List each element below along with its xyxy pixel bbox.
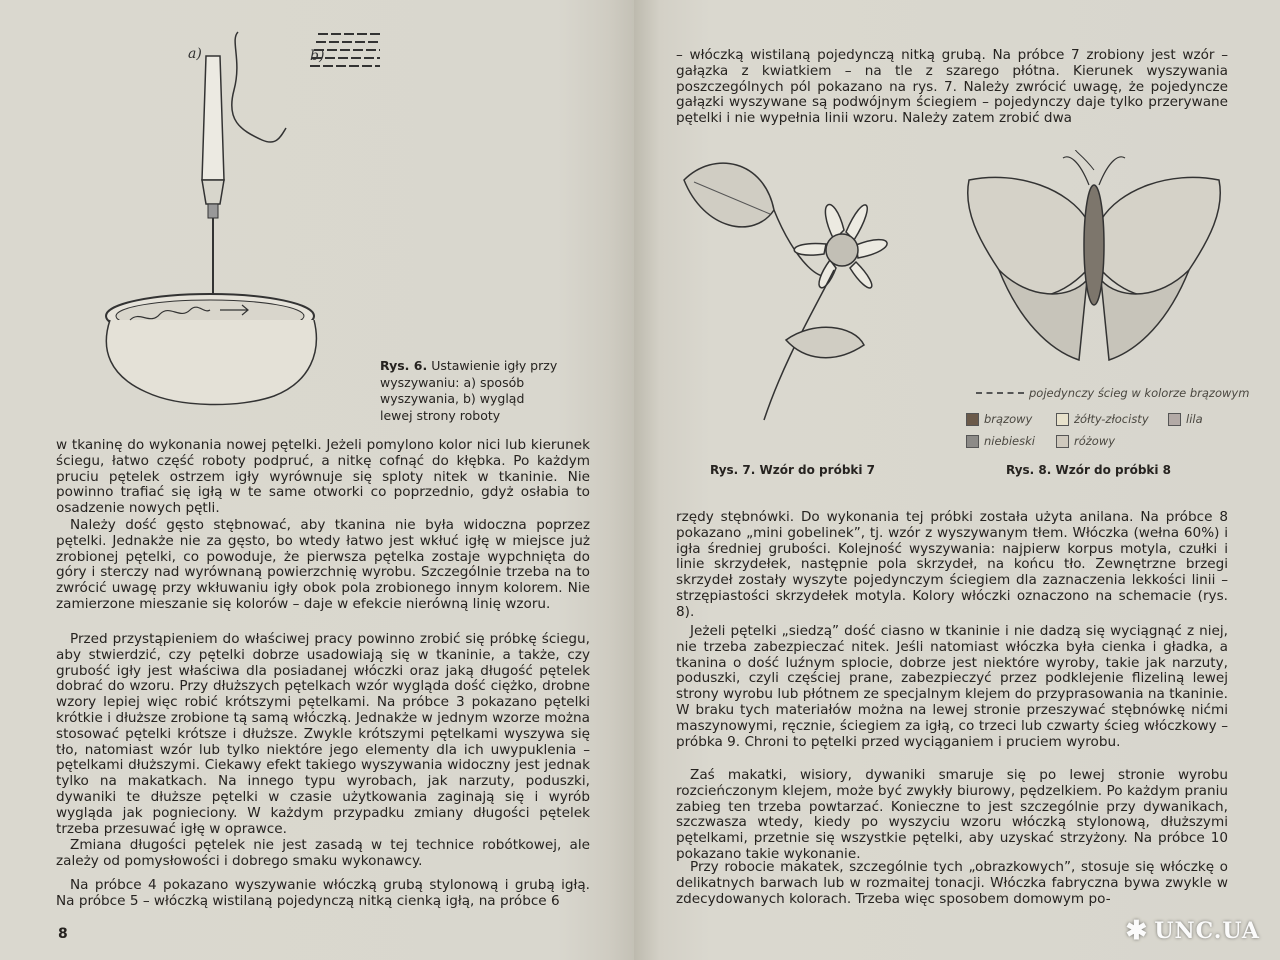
- legend-item-lilac: [1168, 412, 1203, 426]
- figure-label-a: a): [188, 46, 202, 62]
- legend-label: lila: [1186, 412, 1203, 426]
- legend-line: [976, 386, 1249, 400]
- right-paragraph-2: Jeżeli pętelki „siedzą” dość ciasno w tkaninie i nie dadzą się wyciągnąć z niej, nie trzeba zabezpieczać nitek. Jeśli natomiast włóczka była cienka i gładka, a tkanina o dość luźnym splocie, dobrze jest niektóre wyroby, takie jak narzuty, poduszki, czyli częściej prane, zabezpieczyć przez podklejenie flizeliną lewej strony wyrobu lub płótnem ze specjalnym klejem do przyprasowania na tkaninie. W braku tych materiałów można na lewej stronie przeszywać stębnówkę nićmi maszynowymi, ręcznie, ściegiem za igłą, co trzeci lub czwarty ścieg włóczkowy – próbka 9. Chroni to pętelki przed wyciąganiem i pruciem wyrobu.: [676, 623, 1228, 750]
- legend-label: różowy: [1074, 434, 1116, 448]
- watermark-text: UNC.UA: [1154, 918, 1260, 944]
- embroidery-needle-illustration: [90, 20, 380, 420]
- right-page: [634, 0, 1280, 960]
- legend-item-blue: [966, 434, 1035, 448]
- butterfly-pattern-illustration: [959, 150, 1229, 380]
- figure-7-caption: Rys. 7. Wzór do próbki 7: [710, 463, 876, 477]
- right-paragraph-3: Zaś makatki, wisiory, dywaniki smaruje się po lewej stronie wyrobu rozcieńczonym klejem, może być zwykły biurowy, pędzelkiem. Po każdym praniu zabieg ten trzeba powtarzać. Konieczne to jest szczególnie przy dywanikach, szczwasza wtedy, kiedy po wyszyciu wzoru włóczką stylonową, dłuższymi pętelkami, przetnie się wszystkie pętelki, aby uzyskać strzyżony. Na próbce 10 pokazano takie wykonanie.: [676, 767, 1228, 862]
- top-paragraph: – włóczką wistilaną pojedynczą nitką grubą. Na próbce 7 zrobiony jest wzór – gałązka z kwiatkiem – na tle z szarego płótna. Kierunek wyszywania poszczególnych pól pokazano na rys. 7. Należy zwrócić uwagę, że pojedyncze gałązki wyszywane są podwójnym ściegiem – pojedynczy daje tylko przerywane pętelki i nie wypełnia linii wzoru. Należy zatem zrobić dwa: [676, 47, 1228, 127]
- watermark-star-icon: ✱: [1125, 916, 1149, 946]
- body-paragraph-2: Należy dość gęsto stębnować, aby tkanina nie była widoczna poprzez pętelki. Jednakże nie za gęsto, bo wtedy łatwo jest wkłuć igłę w miejsce już zrobionej pętelki, co powoduje, że pierwsza pętelka zostaje wypchnięta do góry i sterczy nad wyrównaną powierzchnię wyrobu. Szczególnie trzeba na to zwrócić uwagę przy wkłuwaniu igły obok pola zrobionego innym kolorem. Nie zamierzone mieszanie się kolorów – daje w efekcie nierówną linię wzoru.: [56, 517, 590, 612]
- legend-line-label: pojedynczy ścieg w kolorze brązowym: [1029, 386, 1250, 400]
- left-page: [0, 0, 634, 960]
- legend-label: żółty-złocisty: [1074, 412, 1149, 426]
- caption-label: Rys. 6.: [380, 358, 428, 373]
- flower-pattern-illustration: [674, 150, 924, 440]
- caption-text: Ustawienie igły przy wyszywaniu: a) sposób wyszywania, b) wygląd lewej strony roboty: [380, 358, 558, 423]
- page-number: 8: [58, 926, 68, 942]
- right-paragraph-1: rzędy stębnówki. Do wykonania tej próbki została użyta anilana. Na próbce 8 pokazano „mini gobelinek”, tj. wzór z wyszywanym tłem. Włóczka (wełna 60%) i igła średniej grubości. Kolejność wyszywania: najpierw korpus motyla, czułki i linie skrzydełek, następnie pola skrzydeł, na końcu tło. Zewnętrzne brzegi skrzydeł zostały wyszyte pojedynczym ściegiem dla zaznaczenia lekkości linii – strzępiastości skrzydełek motyla. Kolory włóczki oznaczono na schemacie (rys. 8).: [676, 509, 1228, 620]
- legend-label: niebieski: [984, 434, 1035, 448]
- figure-8-caption: Rys. 8. Wzór do próbki 8: [1006, 463, 1172, 477]
- legend-item-brown: [966, 412, 1032, 426]
- figure-label-b: b): [310, 48, 325, 64]
- body-paragraph-4: Zmiana długości pętelek nie jest zasadą w tej technice robótkowej, ale zależy od pomysłowości i dobrego smaku wykonawcy.: [56, 837, 590, 869]
- figure-6-caption: [380, 358, 560, 424]
- right-paragraph-4: Przy robocie makatek, szczególnie tych „obrazkowych”, stosuje się włóczkę o delikatnych barwach lub w rozmaitej tonacji. Włóczka fabryczna bywa zwykle w zdecydowanych kolorach. Trzeba więc sposobem domowym po-: [676, 859, 1228, 907]
- legend-label: brązowy: [984, 412, 1033, 426]
- legend-item-gold: [1056, 412, 1149, 426]
- body-paragraph-1: w tkaninę do wykonania nowej pętelki. Jeżeli pomylono kolor nici lub kierunek ściegu, łatwo część roboty podpruć, a nitkę cofnąć do kłębka. Po każdym pruciu pętelek ostrzem igły wyrównuje się sploty nitek w tkaninie. Nie powinno trafiać się igłą w te same otworki co poprzednio, gdyż osłabia to osadzenie nowych pętli.: [56, 437, 590, 517]
- body-paragraph-5: Na próbce 4 pokazano wyszywanie włóczką grubą stylonową i grubą igłą. Na próbce 5 – włóczką wistilaną pojedynczą nitką cienką igłą, na próbce 6: [56, 877, 590, 909]
- legend-item-pink: [1056, 434, 1115, 448]
- body-paragraph-3: Przed przystąpieniem do właściwej pracy powinno zrobić się próbkę ściegu, aby stwierdzić, czy pętelki dobrze usadowiają się w tkaninie, a także, czy grubość igły jest właściwa dla posiadanej włóczki oraz jaką długość pętelek dobrać do wzoru. Przy dłuższych pętelkach wzór wygląda dość ciężko, drobne wzory lepiej więc robić krótszymi pętelkami. Na próbce 3 pokazano pętelki krótkie i dłuższe zrobione tą samą włóczką. Jednakże w jednym wzorze można stosować pętelki krótsze i dłuższe. Zwykle krótszymi pętelkami wyszywa się tło, natomiast wzór lub tylko niektóre jego elementy dla ich uwypuklenia – pętelkami dłuższymi. Ciekawy efekt takiego wyszywania widoczny jest jednak tylko na makatkach. Na innego typu wyrobach, jak narzuty, poduszki, dywaniki te dłuższe pętelki w czasie użytkowania zaginają się i wyrób wygląda jak pognieciony. W każdym przypadku zmiany długości pętelek trzeba przesuwać igłę w oprawce.: [56, 631, 590, 837]
- watermark: [1126, 916, 1260, 946]
